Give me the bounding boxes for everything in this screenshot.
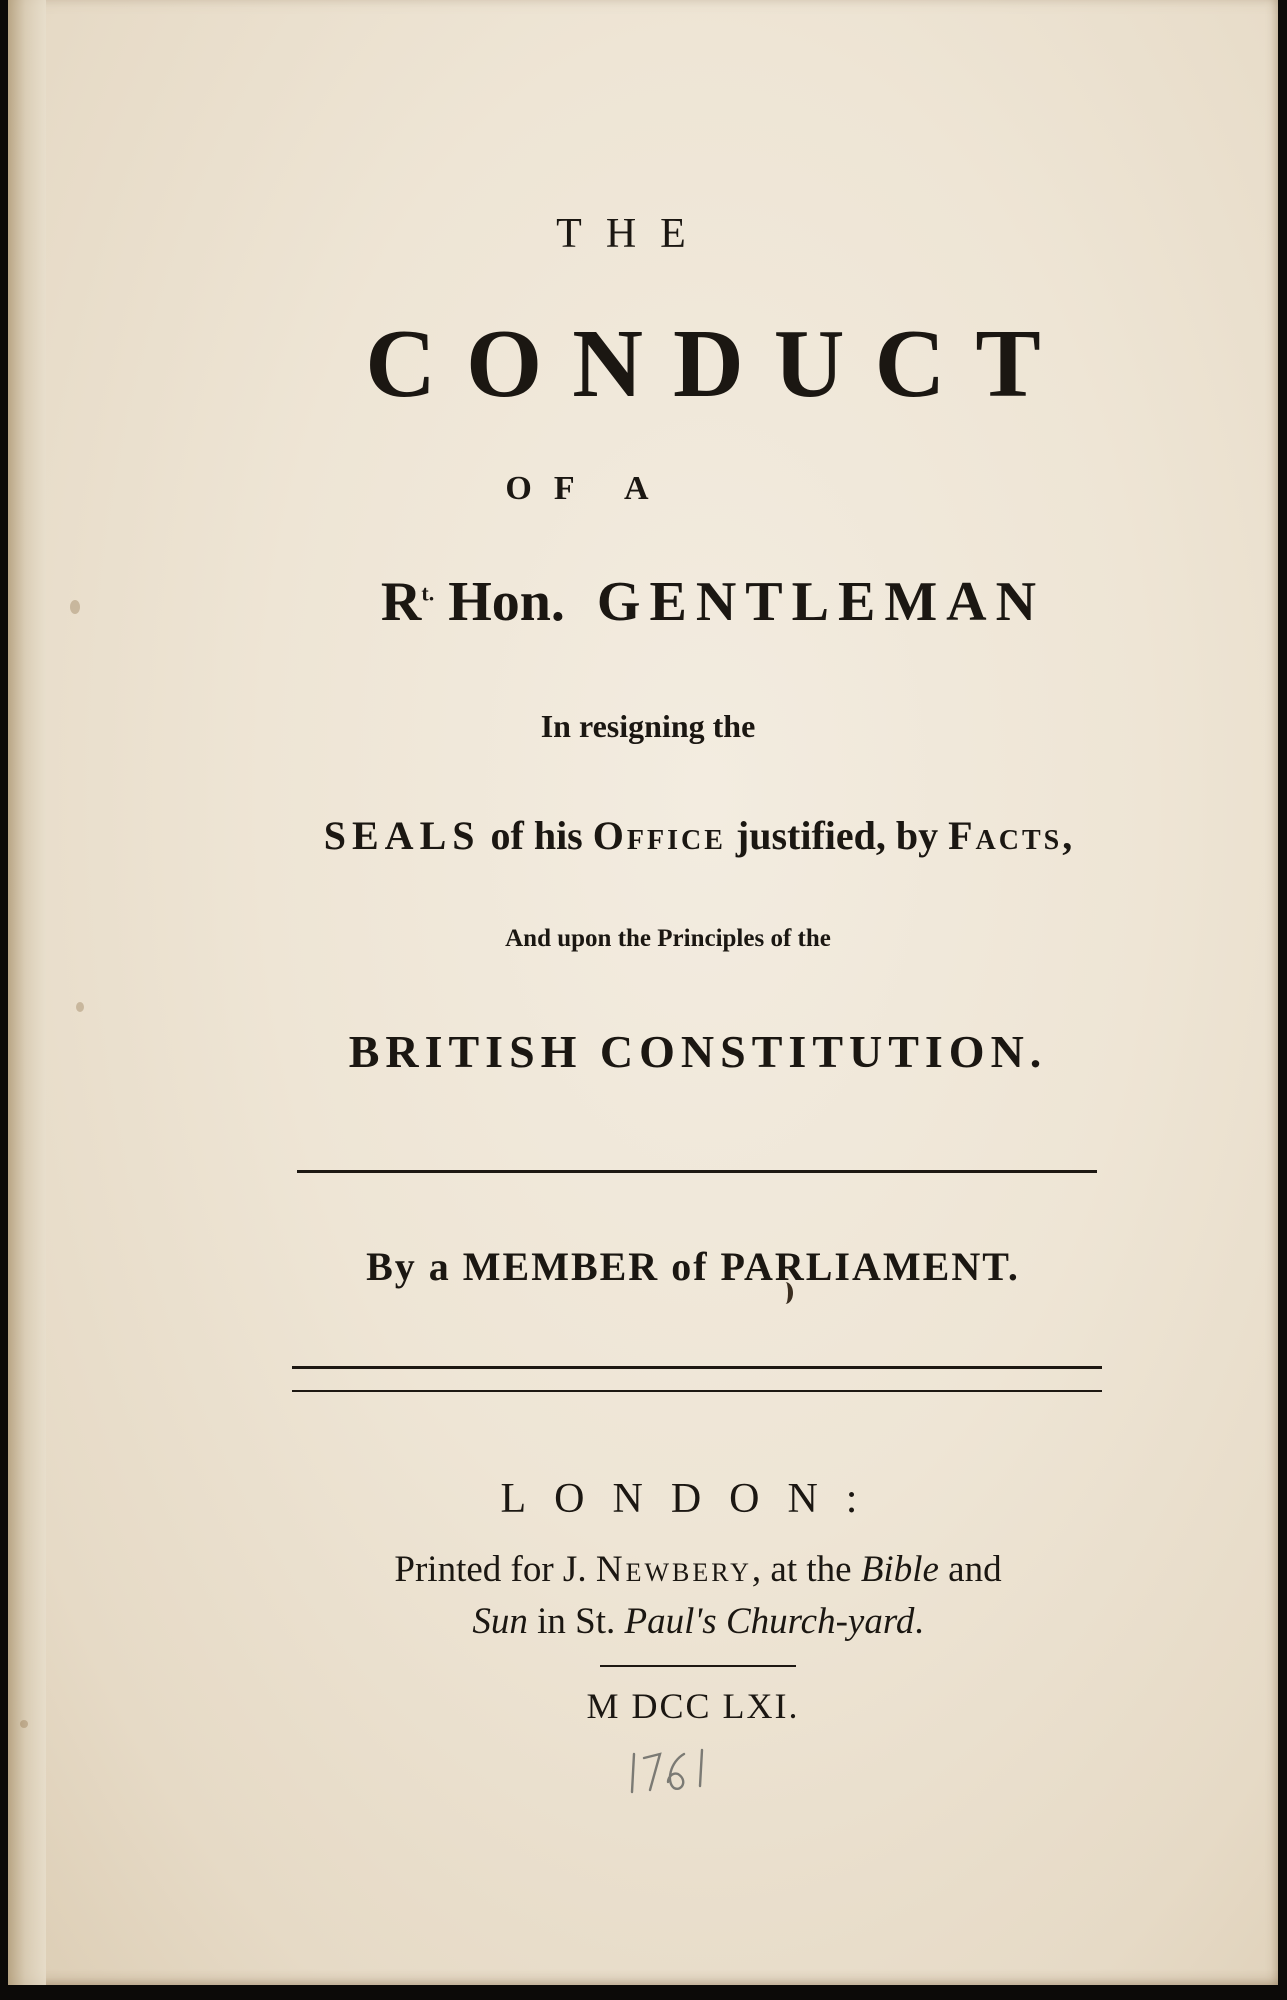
imprint-line-2 (428, 1600, 968, 1643)
paper-stain (20, 1720, 28, 1728)
in-st-text: in St. (527, 1601, 625, 1642)
title-of-a: OF A (505, 470, 671, 507)
imprint-date: M DCC LXI. (586, 1686, 800, 1726)
subtitle-seals (283, 812, 1113, 859)
printed-for-text: Printed for J. (394, 1549, 596, 1590)
rule-divider-top (297, 1170, 1097, 1173)
office-word: Office (592, 813, 726, 858)
subtitle-upon: And upon the Principles of the (505, 925, 831, 952)
at-the-text: , at the (751, 1549, 861, 1590)
gentleman-word: GENTLEMAN (596, 571, 1046, 633)
title-conduct: CONDUCT (365, 310, 1071, 418)
seals-comma: , (1062, 813, 1073, 858)
hon-abbrev: Hon. (448, 571, 565, 633)
bible-word: Bible (860, 1549, 939, 1590)
title-the: THE (556, 211, 710, 257)
page-spine-edge (8, 0, 46, 1985)
rule-double-upper (292, 1366, 1102, 1369)
author-line: By a MEMBER of PARLIAMENT. (366, 1244, 1020, 1289)
ink-blot (778, 1282, 793, 1304)
and-text: and (938, 1549, 1002, 1590)
subtitle-resigning: In resigning the (540, 708, 756, 744)
title-page (8, 0, 1278, 1985)
newbery-name: Newbery (595, 1549, 752, 1590)
paper-stain (76, 1002, 84, 1012)
paper-stain (70, 600, 80, 614)
handwritten-date (626, 1740, 746, 1800)
imprint-place: LONDON: (500, 1476, 886, 1522)
rule-short (600, 1665, 796, 1667)
rule-double-lower (292, 1390, 1102, 1392)
imprint-period: . (914, 1601, 924, 1642)
rt-abbrev: $R^{t.}$ (380, 571, 435, 633)
imprint-line-1 (283, 1548, 1113, 1591)
facts-word: Facts (948, 813, 1063, 858)
subtitle-british-constitution: BRITISH CONSTITUTION. (348, 1026, 1048, 1077)
pauls-churchyard: Paul's Church-yard (624, 1601, 915, 1642)
sun-word: Sun (472, 1601, 528, 1642)
title-gentleman-line (313, 570, 1113, 634)
seals-word: SEALS (323, 813, 481, 858)
of-his-text: of his (480, 813, 593, 858)
justified-text: justified, by (725, 813, 949, 858)
